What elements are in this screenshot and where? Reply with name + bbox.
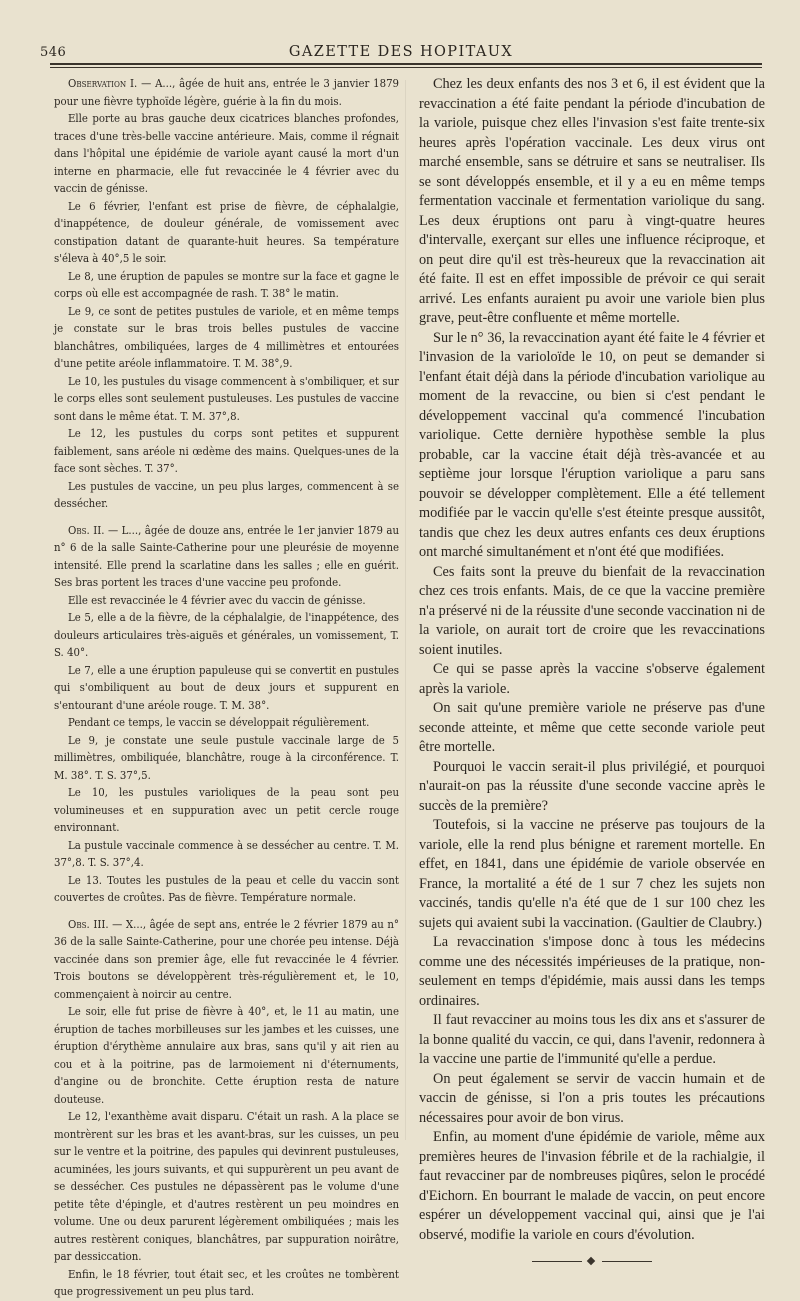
paragraph: Ce qui se passe après la vaccine s'observe également après la variole. (419, 661, 765, 697)
paragraph: Il faut revacciner au moins tous les dix ans et s'assurer de la bonne qualité du vaccin, ce qui, dans l'avenir, redonnera à la vaccine une partie de l'immunité qu'elle a perdue. (419, 1012, 765, 1067)
paragraph: Chez les deux enfants des nos 3 et 6, il est évident que la revaccination a été faite pendant la période d'incubation de la variole, puisque chez elles l'invasion s'est faite trente-six heures après l'opération vaccinale. Les deux virus ont marché ensemble, sans se détruire et sans se neutraliser. Ils se sont développés ensemble, et il y a eu en même temps fermentation vaccinale et fermentation variolique du sang. Les deux éruptions ont paru à vingt-quatre heures d'intervalle, exerçant sur elles une influence réciproque, et on peut dire qu'il est très-heureux que la revaccination ait été faite. Il est en effet impossible de prévoir ce qui serait arrivé. Les enfants auraient pu avoir une variole bien plus grave, peut-être confluente et même mortelle. (419, 76, 765, 326)
header-rule-top (50, 63, 762, 65)
page-number: 546 (40, 45, 67, 60)
paragraph: On peut également se servir de vaccin humain et de vaccin de génisse, si l'on a pris toutes les précautions nécessaires pour avoir de bon virus. (419, 1070, 765, 1126)
observation-1-heading: Observation I. (68, 77, 138, 90)
paragraph: Sur le n° 36, la revaccination ayant été faite le 4 février et l'invasion de la varioloïde le 10, on peut se demander si l'enfant était déjà dans la période d'incubation variolique au moment de la revaccine, ou bien si c'est pendant le développement vaccinal qu'a commencé l'incubation variolique. Cette dernière hypothèse semble la plus probable, car la vaccine était déjà très-avancée et au septième jour lorsque l'éruption variolique a paru sans pouvoir se développer complètement. Elle a été tellement modifiée par le vaccin qu'elle s'est éteinte presque aussitôt, tandis que chez les deux autres enfants ces deux éruptions ont marché simultanément et n'ont été que modifiées. (419, 329, 765, 560)
paragraph: Ces faits sont la preuve du bienfait de la revaccination chez ces trois enfants. Mais, de ce que la vaccine première n'a préservé ni de la réussite d'une seconde vaccination ni de la variole, on aurait tort de croire que les revaccinations soient inutiles. (419, 563, 765, 658)
paragraph: Le 12, les pustules du corps sont petites et suppurent faiblement, sans aréole ni œdème des mains. Quelques-unes de la face sont sèches. T. 37°. (54, 427, 399, 475)
paragraph: Elle porte au bras gauche deux cicatrices blanches profondes, traces d'une très-belle vaccine antérieure. Mais, comme il régnait dans l'hôpital une épidémie de variole ayant causé la mort d'un interne en pharmacie, elle fut revaccinée le 4 février avec du vaccin de génisse. (54, 112, 399, 195)
paragraph: Les pustules de vaccine, un peu plus larges, commencent à se dessécher. (54, 479, 399, 510)
section-end-ornament (532, 1257, 652, 1267)
header-rule-bottom (50, 67, 762, 68)
paragraph: Elle est revaccinée le 4 février avec du vaccin de génisse. (68, 593, 366, 607)
paragraph: Le 13. Toutes les pustules de la peau et celle du vaccin sont couvertes de croûtes. Pas de fièvre. Température normale. (54, 873, 399, 904)
paragraph: On sait qu'une première variole ne préserve pas d'une seconde atteinte, et même que cette seconde variole peut être mortelle. (419, 700, 765, 755)
paragraph: Enfin, le 18 février, tout était sec, et les croûtes ne tombèrent que progressivement un peu plus tard. (54, 1267, 399, 1298)
observation-1-intro: Observation I. — A..., âgée de huit ans, entrée le 3 janvier 1879 pour une fièvre typhoïde légère, guérie à la fin du mois. (54, 77, 399, 108)
paragraph: La revaccination s'impose donc à tous les médecins comme une des nécessités impérieuses de la pratique, non-seulement en temps d'épidémie, mais aussi dans les temps ordinaires. (419, 934, 765, 1009)
paragraph: Le 8, une éruption de papules se montre sur la face et gagne le corps où elle est accompagnée de rash. T. 38° le matin. (54, 269, 399, 300)
paragraph: Le 9, je constate une seule pustule vaccinale large de 5 millimètres, ombiliquée, blanchâtre, rouge à la circonférence. T. M. 38°. T. S. 37°,5. (54, 733, 399, 782)
observation-3-heading: Obs. III. (68, 917, 109, 931)
left-column (54, 75, 399, 1301)
observation-3-intro: Obs. III. — X..., âgée de sept ans, entrée le 2 février 1879 au n° 36 de la salle Sainte-Catherine, pour une chorée peu intense. Déjà vaccinée dans son premier âge, elle fut revaccinée le 4 février. Trois boutons se développèrent très-régulièrement et, le 10, commençaient à noircir au centre. (54, 917, 399, 1001)
paragraph: Le 10, les pustules du visage commencent à s'ombiliquer, et sur le corps elles sont seulement pustuleuses. Les pustules de vaccine sont dans le même état. T. M. 37°,8. (54, 374, 399, 423)
paragraph: Le 5, elle a de la fièvre, de la céphalalgie, de l'inappétence, des douleurs articulaires très-aiguës et générales, un vomissement, T. S. 40°. (54, 611, 399, 659)
paragraph: Le soir, elle fut prise de fièvre à 40°, et, le 11 au matin, une éruption de taches morbilleuses sur les jambes et les cuisses, une éruption d'érythème annulaire aux bras, sans qu'il y ait rien au cou et à la poitrine, pas de larmoiement ni d'éternuments, d'angine ou de bronchite. Cette éruption resta de nature douteuse. (54, 1005, 399, 1106)
paragraph: Le 7, elle a une éruption papuleuse qui se convertit en pustules qui s'ombiliquent au bout de deux jours et suppurent en s'entourant d'une aréole rouge. T. M. 38°. (54, 663, 399, 712)
journal-title: GAZETTE DES HOPITAUX (288, 44, 514, 60)
paragraph: Enfin, au moment d'une épidémie de variole, même aux premières heures de l'invasion fébrile et de la rachialgie, il faut revacciner par de nombreuses piqûres, selon le procédé d'Eichorn. En bourrant le malade de vaccin, on peut encore espérer un développement vaccinal qui, ainsi que je l'ai observé, modifie la variole en cours d'évolution. (419, 1129, 765, 1243)
right-column (419, 75, 765, 1267)
paragraph: Le 9, ce sont de petites pustules de variole, et en même temps je constate sur le bras trois belles pustules de vaccine blanchâtres, ombiliquées, larges de 4 millimètres et entourées d'une petite aréole inflammatoire. T. M. 38°,9. (54, 304, 399, 370)
paragraph: Le 10, les pustules varioliques de la peau sont peu volumineuses et en suppuration avec un petit cercle rouge environnant. (54, 786, 399, 834)
paragraph: Le 12, l'exanthème avait disparu. C'était un rash. A la place se montrèrent sur les bras et les avant-bras, sur les cuisses, un peu sur le ventre et la poitrine, des papules qui devinrent pustuleuses, acuminées, les jours suivants, et qui suppurèrent un peu avant de se dessécher. Ces pustules ne dépassèrent pas le volume d'une petite tête d'épingle, et d'autres restèrent un peu moindres en volume. Une ou deux parurent légèrement ombiliquées ; mais les autres restèrent coniques, blanchâtres, par suppuration noirâtre, par dessiccation. (54, 1110, 399, 1263)
paragraph: Pourquoi le vaccin serait-il plus privilégié, et pourquoi n'aurait-on pas la réussite d'une seconde vaccine après le succès de la première? (419, 758, 765, 814)
paragraph: Toutefois, si la vaccine ne préserve pas toujours de la variole, elle la rend plus bénigne et rarement mortelle. En effet, en 1841, dans une épidémie de variole observée en France, la mortalité a été de 1 sur 7 chez les sujets non vaccinés, tandis qu'elle n'a été que de 1 sur 100 chez les sujets qui avaient subi la vaccination. (Gaultier de Claubry.) (419, 817, 765, 931)
paragraph: La pustule vaccinale commence à se dessécher au centre. T. M. 37°,8. T. S. 37°,4. (54, 838, 399, 869)
observation-2-intro: Obs. II. — L..., âgée de douze ans, entrée le 1er janvier 1879 au n° 6 de la salle Sainte-Catherine pour une pleurésie de moyenne intensité. Elle prend la scarlatine dans les salles ; elle en guérit. Ses bras portent les traces d'une vaccine peu profonde. (54, 523, 400, 589)
observation-2-heading: Obs. II. (68, 523, 105, 537)
paragraph: Pendant ce temps, le vaccin se développait régulièrement. (68, 716, 370, 729)
paragraph: Le 6 février, l'enfant est prise de fièvre, de céphalalgie, d'inappétence, de douleur générale, de vomissement avec constipation datant de quarante-huit heures. Sa température s'éleva à 40°,5 le soir. (54, 199, 399, 265)
column-gutter (405, 80, 406, 1140)
page-header (40, 34, 762, 62)
